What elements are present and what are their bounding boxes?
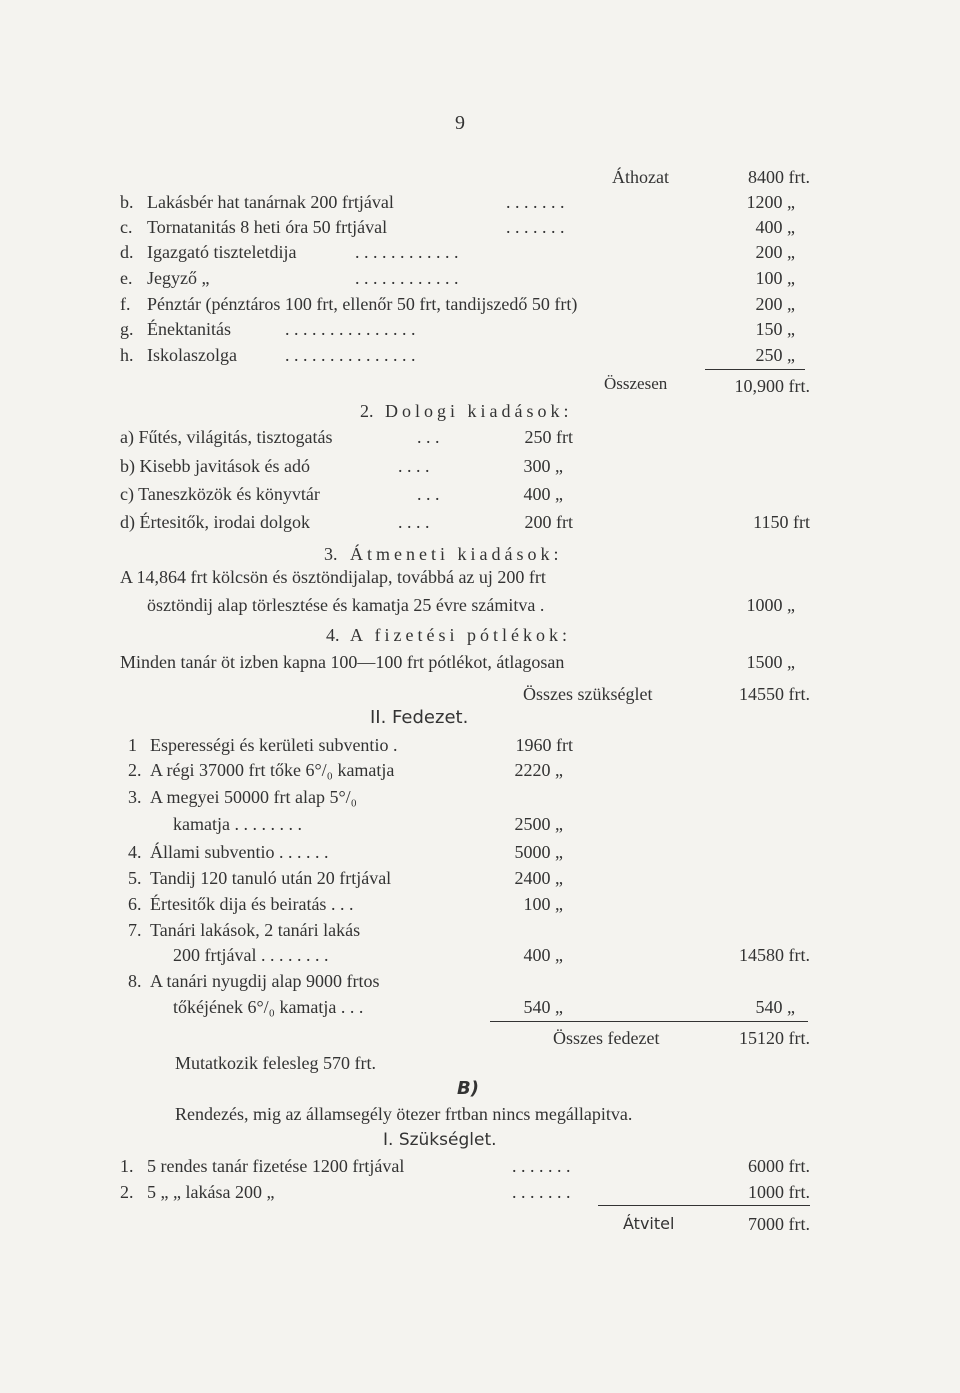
dologi-item-dots: . . . [417, 427, 440, 447]
item-dots: . . . . . . . . . . . . [355, 242, 459, 262]
fedezet-amount: 5000 „ [514, 842, 563, 862]
fedezet-text: Állami subventio . . . . . . [150, 842, 329, 862]
dologi-item-dots: . . . [417, 484, 440, 504]
item-text: Iskolaszolga [147, 345, 237, 365]
item-text: Énektanitás [147, 319, 231, 339]
fedezet-heading: II. Fedezet. [370, 707, 469, 728]
fedezet-amount: 100 „ [523, 894, 563, 914]
page-number: 9 [455, 112, 465, 134]
atmeneti-line2: ösztöndij alap törlesztése és kamatja 25 évre számitva . [147, 595, 545, 615]
item-dots: . . . . . . . [506, 217, 565, 237]
item-amount: 200 „ [755, 242, 795, 262]
b-item-dots: . . . . . . . [512, 1156, 571, 1176]
item-dots: . . . . . . . . . . . . . . . [285, 345, 416, 365]
b-item-text: 5 rendes tanár fizetése 1200 frtjával [147, 1156, 405, 1176]
fedezet-text: A megyei 50000 frt alap 5°/₀ [150, 787, 357, 807]
section1-total-label: Összesen [604, 374, 668, 393]
fedezet-num: 7. [128, 920, 142, 940]
fedezet-text: A régi 37000 frt tőke 6°/₀ kamatja [150, 760, 395, 780]
fedezet-text: Tandij 120 tanuló után 20 frtjával [150, 868, 392, 888]
carry-out-label: Átvitel [623, 1214, 675, 1233]
fedezet-num: 3. [128, 787, 142, 807]
item-amount: 200 „ [755, 294, 795, 314]
b-item-dots: . . . . . . . [512, 1182, 571, 1202]
carry-in-amount: 8400 frt. [748, 167, 810, 187]
dologi-item-amount: 250 frt [524, 427, 573, 447]
dologi-item-dots: . . . . [398, 512, 430, 532]
item-amount: 150 „ [755, 319, 795, 339]
fedezet-num: 2. [128, 760, 142, 780]
carry-out-amount: 7000 frt. [748, 1214, 810, 1234]
szukseglet-total-amount: 14550 frt. [739, 684, 810, 704]
fedezet-text: 200 frtjával . . . . . . . . [173, 945, 329, 965]
item-letter: e. [120, 268, 133, 288]
b-item-num: 2. [120, 1182, 134, 1202]
b-sub-heading: I. Szükséglet. [383, 1130, 497, 1150]
szukseglet-total-label: Összes szükséglet [523, 684, 653, 704]
fedezet-num: 6. [128, 894, 142, 914]
item-amount: 250 „ [755, 345, 795, 365]
b-item-num: 1. [120, 1156, 134, 1176]
fedezet-num: 5. [128, 868, 142, 888]
item-letter: c. [120, 217, 133, 237]
sum-rule [705, 369, 805, 370]
potlekok-line: Minden tanár öt izben kapna 100—100 frt pótlékot, átlagosan [120, 652, 565, 672]
item-letter: b. [120, 192, 134, 212]
b-item-text: 5 „ „ lakása 200 „ [147, 1182, 275, 1202]
item-dots: . . . . . . . . . . . . [355, 268, 459, 288]
surplus-text: Mutatkozik felesleg 570 frt. [175, 1053, 376, 1073]
item-amount: 100 „ [755, 268, 795, 288]
item-dots: . . . . . . . . . . . . . . . [285, 319, 416, 339]
dologi-item-amount: 200 frt [524, 512, 573, 532]
item-amount: 1200 „ [746, 192, 795, 212]
b-item-amount: 1000 frt. [748, 1182, 810, 1202]
b-item-amount: 6000 frt. [748, 1156, 810, 1176]
fedezet-num: 8. [128, 971, 142, 991]
fedezet-total-label: Összes fedezet [553, 1028, 660, 1048]
dologi-item-text: b) Kisebb javitások és adó [120, 456, 310, 476]
item-letter: h. [120, 345, 134, 365]
fedezet-amount: 1960 frt [515, 735, 573, 755]
item-amount: 400 „ [755, 217, 795, 237]
fedezet-text: Tanári lakások, 2 tanári lakás [150, 920, 361, 940]
fedezet-subtotal2: 540 „ [755, 997, 795, 1017]
dologi-heading-num: 2. [360, 401, 374, 421]
fedezet-text: tőkéjének 6°/₀ kamatja . . . [173, 997, 364, 1017]
dologi-item-text: c) Taneszközök és könyvtár [120, 484, 320, 504]
item-text: Pénztár (pénztáros 100 frt, ellenőr 50 frt, tandijszedő 50 frt) [147, 294, 578, 314]
fedezet-amount: 2500 „ [514, 814, 563, 834]
potlekok-heading-num: 4. [326, 625, 340, 645]
fedezet-amount: 2400 „ [514, 868, 563, 888]
atmeneti-amount: 1000 „ [746, 595, 795, 615]
atmeneti-heading: Átmeneti kiadások: [350, 544, 563, 564]
fedezet-total: 15120 frt. [739, 1028, 810, 1048]
dologi-item-text: a) Fűtés, világitás, tisztogatás [120, 427, 333, 447]
dologi-heading: Dologi kiadások: [385, 401, 573, 421]
section1-total-amount: 10,900 frt. [734, 376, 810, 396]
sum-rule [598, 1205, 810, 1206]
fedezet-text: Esperességi és kerületi subventio . [150, 735, 398, 755]
potlekok-amount: 1500 „ [746, 652, 795, 672]
item-text: Igazgató tiszteletdija [147, 242, 297, 262]
item-text: Jegyző „ [147, 268, 210, 288]
b-heading: B) [457, 1078, 479, 1099]
fedezet-num: 1 [128, 735, 137, 755]
carry-in-label: Áthozat [612, 167, 669, 187]
fedezet-amount: 400 „ [523, 945, 563, 965]
fedezet-subtotal: 14580 frt. [739, 945, 810, 965]
potlekok-heading: A fizetési pótlékok: [350, 625, 571, 645]
dologi-item-text: d) Értesitők, irodai dolgok [120, 512, 310, 532]
fedezet-num: 4. [128, 842, 142, 862]
fedezet-amount: 540 „ [523, 997, 563, 1017]
item-text: Tornatanitás 8 heti óra 50 frtjával [147, 217, 388, 237]
dologi-total: 1150 frt [753, 512, 810, 532]
fedezet-amount: 2220 „ [514, 760, 563, 780]
dologi-item-amount: 400 „ [523, 484, 563, 504]
atmeneti-line1: A 14,864 frt kölcsön és ösztöndijalap, továbbá az uj 200 frt [120, 567, 546, 587]
item-dots: . . . . . . . [506, 192, 565, 212]
dologi-item-amount: 300 „ [523, 456, 563, 476]
sum-rule [490, 1021, 808, 1022]
fedezet-text: kamatja . . . . . . . . [173, 814, 302, 834]
fedezet-text: A tanári nyugdij alap 9000 frtos [150, 971, 380, 991]
item-letter: d. [120, 242, 134, 262]
item-letter: f. [120, 294, 131, 314]
item-text: Lakásbér hat tanárnak 200 frtjával [147, 192, 394, 212]
dologi-item-dots: . . . . [398, 456, 430, 476]
atmeneti-heading-num: 3. [324, 544, 338, 564]
item-letter: g. [120, 319, 134, 339]
fedezet-text: Értesitők dija és beiratás . . . [150, 894, 354, 914]
b-text: Rendezés, mig az államsegély ötezer frtban nincs megállapitva. [175, 1104, 633, 1124]
